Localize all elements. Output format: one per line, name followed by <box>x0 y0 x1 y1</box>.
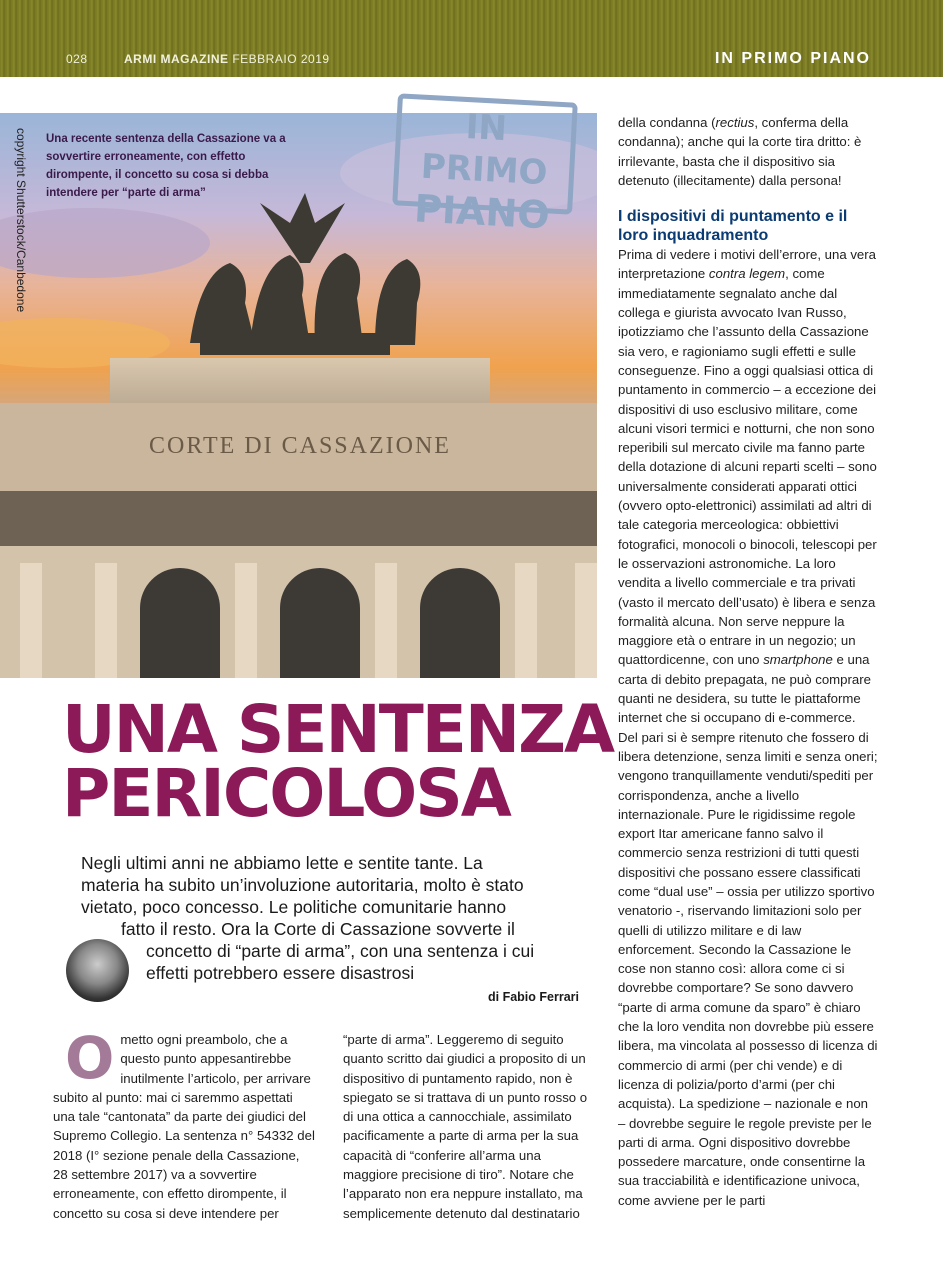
body-column-1 <box>53 1024 317 1223</box>
lead-line: fatto il resto. Ora la Corte di Cassazione sovverte il <box>121 919 515 939</box>
lead-line: Negli ultimi anni ne abbiamo lette e sentite tante. La <box>81 853 483 873</box>
issue-date: FEBBRAIO 2019 <box>232 52 330 66</box>
photo-caption: Una recente sentenza della Cassazione va a sovvertire erroneamente, con effetto dirompente, il concetto su cosa si debba intendere per “parte di arma” <box>46 133 286 199</box>
photo-copyright: copyright Shutterstock/Canbedone <box>14 128 28 313</box>
magazine-name <box>124 52 330 66</box>
body-column-2 <box>343 1030 599 1223</box>
column-2-text: “parte di arma”. Leggeremo di seguito quanto scritto dai giudici a proposito di un dispositivo di puntamento rapido, non è spiegato se si trattava di un punto rosso o di una ottica a cannocchiale, assimilato pacificamente a parte di arma per la sua capacità di “conferire all’arma una maggiore precisione di tiro”. Notare che l’apparato non era neppure installato, ma semplicemente detenuto dal destinatario <box>343 1032 588 1221</box>
text-run: , conferma della condanna); anche qui la corte tira dritto: è irrilevante, basta che il dispositivo sia detenuto (illecitamente) dalla persona! <box>618 115 862 188</box>
in-primo-piano-stamp <box>392 93 578 238</box>
column-1-text: metto ogni preambolo, che a questo punto appesantirebbe inutilmente l’articolo, per arrivare subito al punto: mai ci saremmo aspettati una tale “cantonata” da parte dei giudici del Supremo Collegio. La sentenza n° 54332 del 2018 (I° sezione penale della Cassazione, 28 settembre 2017) va a sovvertire erroneamente, con effetto dirompente, il concetto su cosa si deve intendere per <box>53 1032 315 1221</box>
text-run: , come immediatamente segnalato anche dal collega e giurista avvocato Ivan Russo, ipotizziamo che l’assunto della Cassazione sia vero, e ragioniamo sugli effetti e sulle conseguenze. Fino a oggi qualsiasi ottica di puntamento in commercio – a eccezione dei dispositivi di uso esclusivo militare, come alcuni visori termici e notturni, che non sono reperibili sul mercato civile ma fanno parte della dotazione di alcuni reparti scelti – sono universalmente considerati apparati ottici (ovvero opto-elettronici) assimilati ad altri di tale categoria merceologica: obbiettivi fotografici, monocoli o binocoli, telescopi per le osservazioni astronomiche. La loro vendita a livello commerciale e tra privati (vasto il mercato dell’usato) è libera e senza formalità alcuna. Non serve neppure la maggiore età o entrare in un negozio; un quattordicenne, con uno <box>618 266 877 668</box>
page-header <box>0 0 943 77</box>
author-avatar <box>66 939 129 1002</box>
building-inscription: CORTE DI CASSAZIONE <box>149 433 451 459</box>
article-title <box>62 691 614 832</box>
drop-cap: O <box>65 1024 115 1092</box>
page-number: 028 <box>66 52 88 66</box>
article-lead <box>81 852 601 984</box>
italic-run: contra legem <box>708 266 786 282</box>
lead-line: vietato, poco concesso. Le politiche comunitarie hanno <box>81 897 507 917</box>
section-subhead: I dispositivi di puntamento e il loro inquadramento <box>618 208 848 245</box>
author-byline: di Fabio Ferrari <box>488 990 579 1004</box>
text-run: Prima di vedere i motivi dell’errore, una vera interpretazione <box>618 247 876 282</box>
text-run: della condanna ( <box>618 115 716 130</box>
title-line-1: UNA SENTENZA <box>62 691 614 768</box>
body-column-3 <box>618 113 878 1210</box>
stamp-line-1: IN PRIMO <box>419 106 549 194</box>
italic-run: smartphone <box>763 652 833 668</box>
stamp-line-2: PIANO <box>413 186 551 238</box>
lead-line: concetto di “parte di arma”, con una sentenza i cui <box>146 941 535 961</box>
column-3-paragraph-2 <box>618 245 878 1210</box>
italic-run: rectius <box>715 115 755 130</box>
text-run: e una carta di debito prepagata, ne può comprare quanti ne desidera, su tutte le piattaforme internet che si occupano di e-commerce. Del pari si è sempre ritenuto che fossero di libera detenzione, senza limiti e senza oneri; vengono tranquillamente venduti/spediti per corrispondenza, anche a livello internazionale. Pure le rigidissime regole export Itar americane fanno salvo il commercio senza restrizioni di tutti questi dispositivi che possano essere classificati come “dual use” – ossia per utilizzo sportivo venatorio -, riservando limitazioni solo per quelli di utilizzo militare e di law enforcement. Secondo la Cassazione le cose non stanno così: allora come ci si dovrebbe comportare? Se sono davvero “parte di arma comune da sparo” è chiaro che la loro vendita non dovrebbe più essere libera, ma vincolata al possesso di licenza di commercio di armi (per chi vende) e di licenza di polizia/porto d’armi (per chi acquista). La spedizione – nazionale e non – dovrebbe seguire le regole previste per le parti di arma. Ogni dispositivo dovrebbe possedere marcature, onde consentirne la sua tracciabilità e identificazione univoca, come avviene per le parti <box>618 652 878 1208</box>
lead-line: effetti potrebbero essere disastrosi <box>146 963 415 983</box>
magazine-title: ARMI MAGAZINE <box>124 52 229 66</box>
column-3-paragraph-1 <box>618 113 878 190</box>
lead-line: materia ha subito un’involuzione autoritaria, molto è stato <box>81 875 524 895</box>
title-line-2: PERICOLOSA <box>62 755 510 832</box>
section-title: IN PRIMO PIANO <box>714 50 871 67</box>
